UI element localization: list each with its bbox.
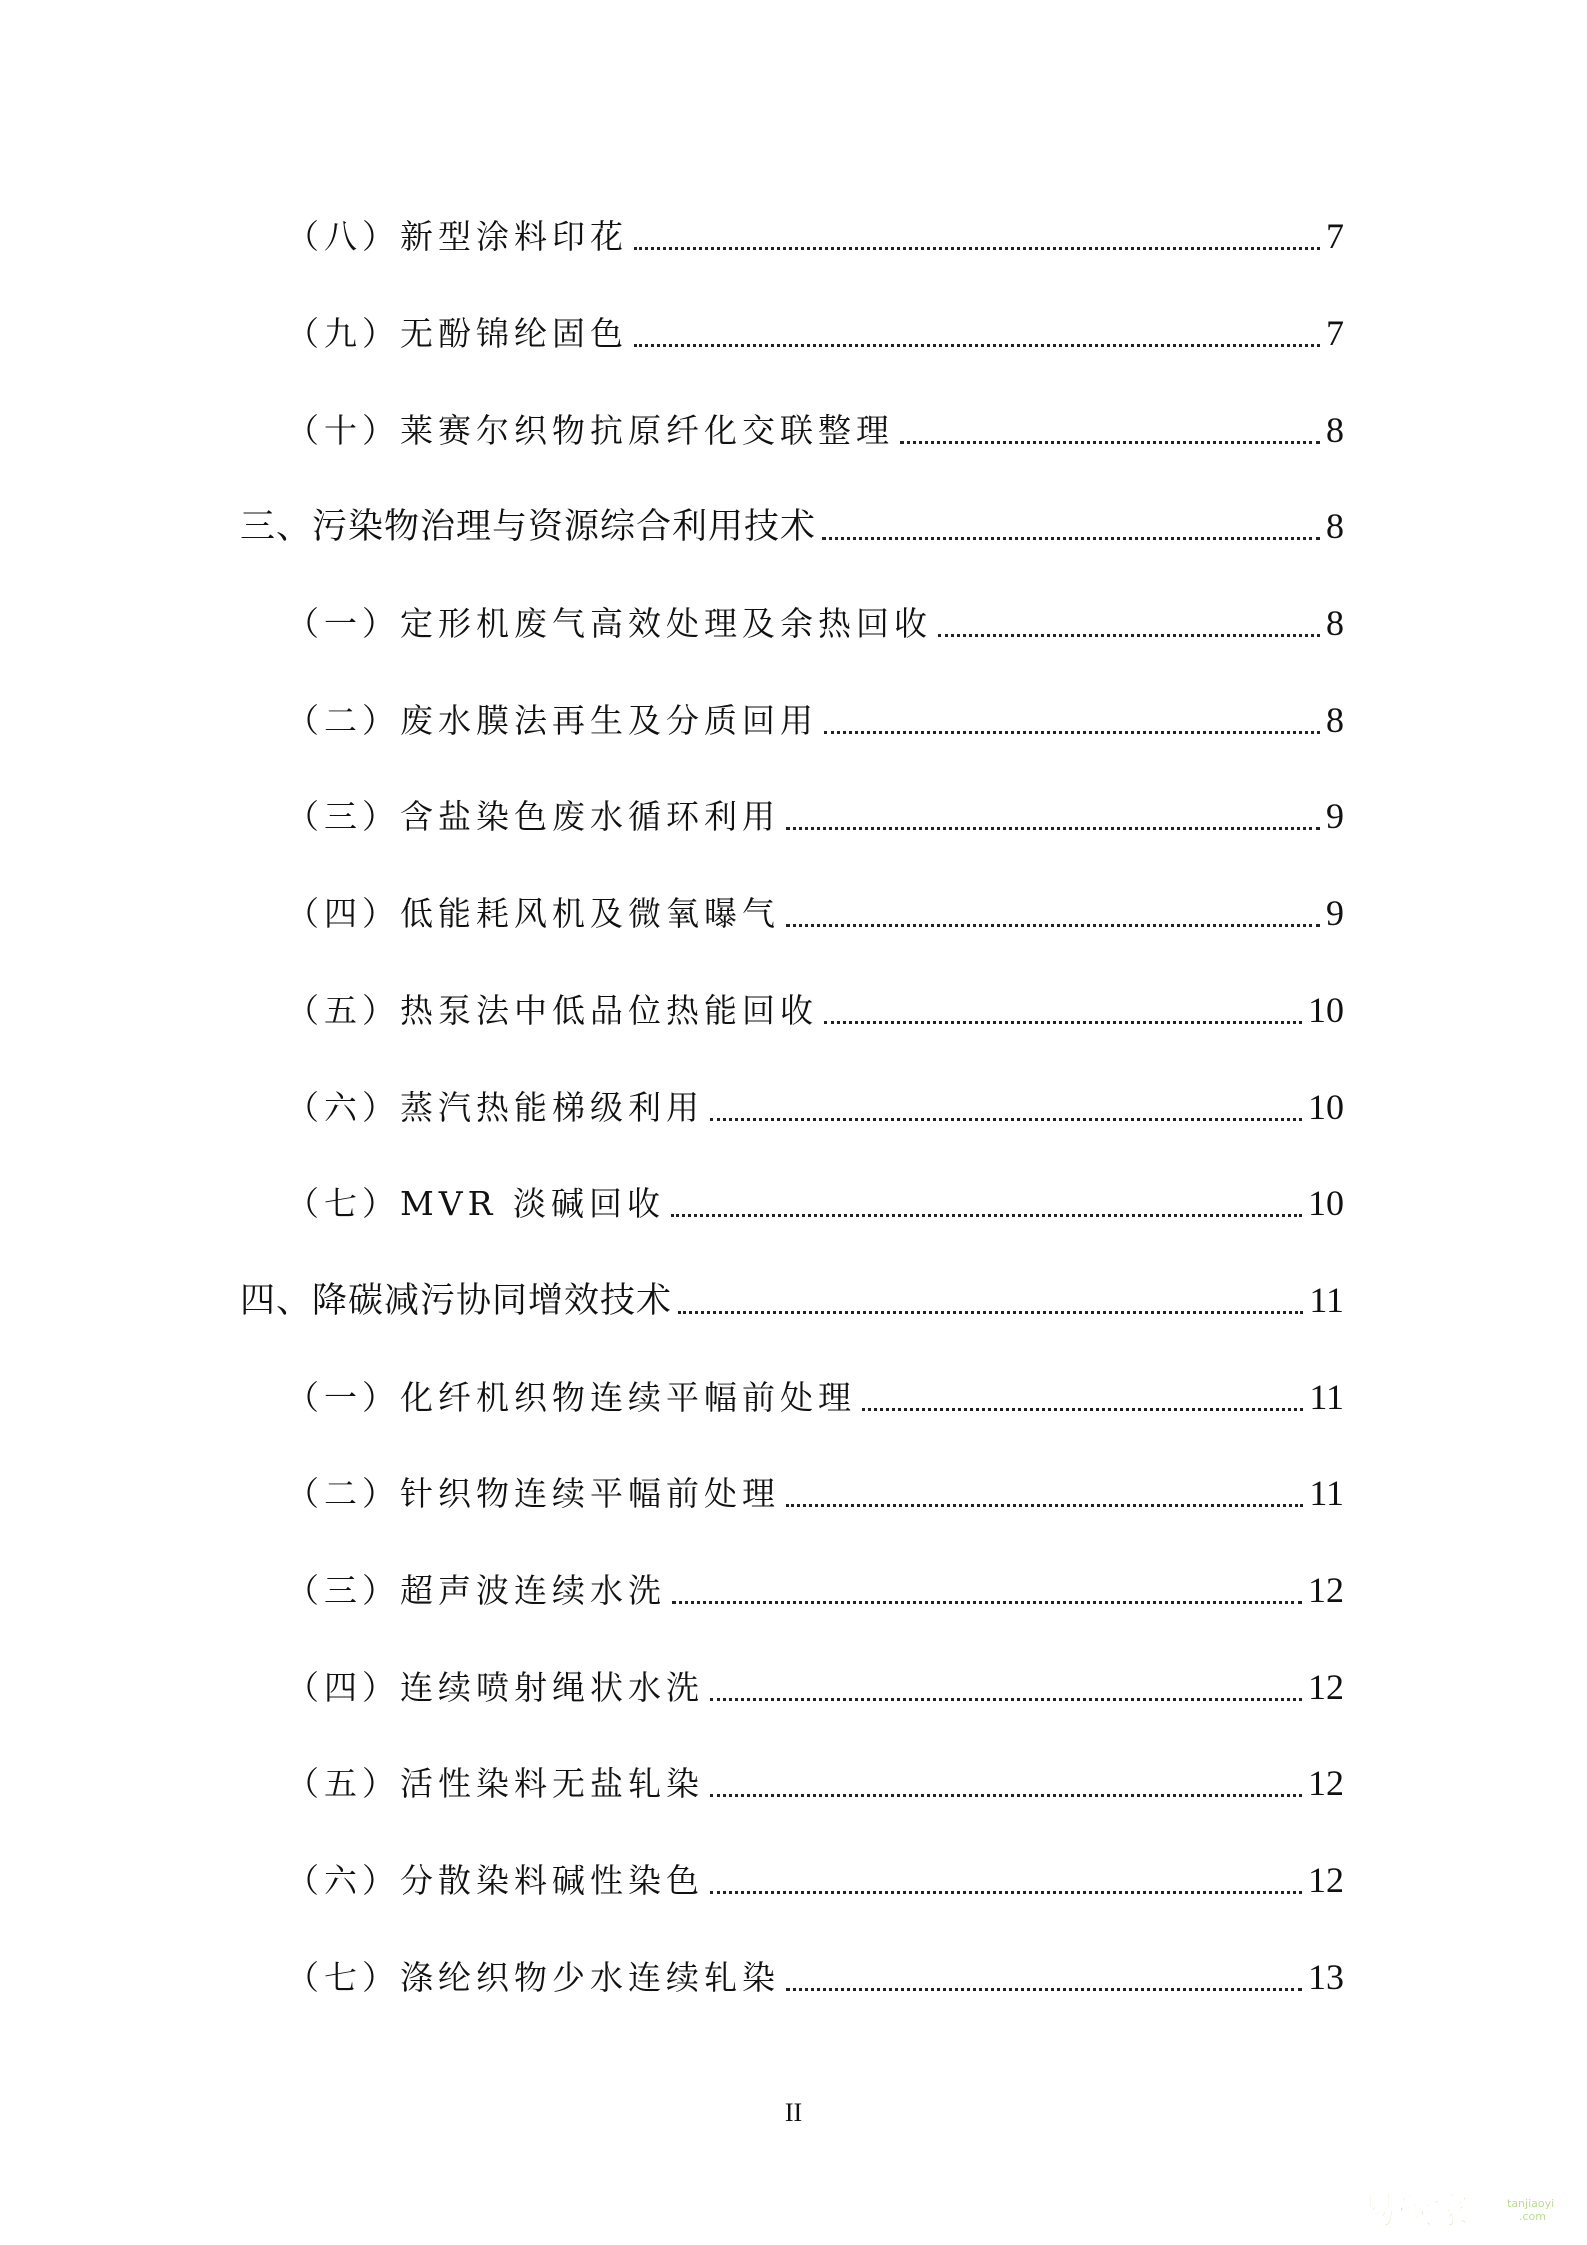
toc-entry-title: （十）莱赛尔织物抗原纤化交联整理 <box>286 411 894 450</box>
toc-leader-dots <box>671 1214 1302 1217</box>
toc-entry-title: （二）针织物连续平幅前处理 <box>286 1474 780 1513</box>
toc-entry-page: 8 <box>1326 700 1344 740</box>
toc-section-title: 三、污染物治理与资源综合利用技术 <box>240 507 817 547</box>
toc-entry-page: 9 <box>1326 893 1344 933</box>
toc-entry-title: （八）新型涂料印花 <box>286 217 628 256</box>
toc-entry-page: 11 <box>1309 1473 1344 1513</box>
toc-entry[interactable] <box>286 1657 1344 1717</box>
toc-entry-title: （四）低能耗风机及微氧曝气 <box>286 894 780 933</box>
toc-entry[interactable] <box>286 690 1344 750</box>
toc-entry[interactable] <box>286 1947 1344 2007</box>
svg-text:易碳家: 易碳家 <box>1361 2191 1470 2231</box>
toc-entry-page: 10 <box>1308 1183 1344 1223</box>
toc-entry-page: 9 <box>1326 796 1344 836</box>
svg-text:tanjiaoyi: tanjiaoyi <box>1507 2197 1555 2210</box>
toc-entry[interactable] <box>286 1753 1344 1813</box>
toc-entry-title: （三）超声波连续水洗 <box>286 1571 666 1610</box>
toc-leader-dots <box>710 1794 1302 1797</box>
toc-entry-page: 12 <box>1308 1860 1344 1900</box>
toc-entry[interactable] <box>286 1850 1344 1910</box>
toc-leader-dots <box>786 1988 1302 1991</box>
toc-entry-page: 8 <box>1326 410 1344 450</box>
toc-entry[interactable] <box>286 206 1344 266</box>
toc-entry-page: 13 <box>1308 1957 1344 1997</box>
toc-leader-dots <box>710 1118 1302 1121</box>
toc-entry-title: （三）含盐染色废水循环利用 <box>286 797 780 836</box>
toc-leader-dots <box>786 924 1320 927</box>
toc-entry-title: （一）化纤机织物连续平幅前处理 <box>286 1378 856 1417</box>
toc-leader-dots <box>786 827 1320 830</box>
toc-leader-dots <box>672 1601 1302 1604</box>
toc-leader-dots <box>938 634 1320 637</box>
toc-entry-title: （九）无酚锦纶固色 <box>286 314 628 353</box>
toc-section-entry[interactable] <box>240 496 1344 556</box>
toc-entry[interactable] <box>286 1077 1344 1137</box>
toc-entry-page: 11 <box>1309 1280 1344 1320</box>
toc-entry-page: 7 <box>1326 216 1344 256</box>
toc-entry[interactable] <box>286 1367 1344 1427</box>
toc-entry-title: （六）分散染料碱性染色 <box>286 1861 704 1900</box>
toc-leader-dots <box>710 1698 1302 1701</box>
toc-entry[interactable] <box>286 980 1344 1040</box>
toc-leader-dots <box>900 441 1320 444</box>
toc-section-title: 四、降碳减污协同增效技术 <box>240 1281 673 1321</box>
toc-entry-page: 8 <box>1326 506 1344 546</box>
toc-entry-page: 11 <box>1309 1377 1344 1417</box>
toc-entry[interactable] <box>286 786 1344 846</box>
toc-entry[interactable] <box>286 883 1344 943</box>
toc-entry-page: 7 <box>1326 313 1344 353</box>
toc-entry-title: （一）定形机废气高效处理及余热回收 <box>286 604 932 643</box>
toc-entry-page: 12 <box>1308 1667 1344 1707</box>
toc-leader-dots <box>862 1408 1303 1411</box>
toc-entry[interactable] <box>286 1173 1344 1233</box>
toc-leader-dots <box>786 1504 1303 1507</box>
toc-entry-title: （六）蒸汽热能梯级利用 <box>286 1088 704 1127</box>
watermark-logo <box>1359 2187 1559 2231</box>
toc-entry[interactable] <box>286 303 1344 363</box>
toc-section-entry[interactable] <box>240 1270 1344 1330</box>
toc-entry-page: 10 <box>1308 990 1344 1030</box>
page-number: II <box>784 2098 803 2127</box>
toc-entry-title: （七）MVR 淡碱回收 <box>286 1184 665 1223</box>
toc-leader-dots <box>678 1311 1303 1314</box>
toc-entry[interactable] <box>286 593 1344 653</box>
tanjiaoyi-logo-icon <box>1359 2187 1559 2231</box>
toc-entry-title: （四）连续喷射绳状水洗 <box>286 1668 704 1707</box>
toc-entry-title: （七）涤纶织物少水连续轧染 <box>286 1958 780 1997</box>
toc-leader-dots <box>824 1021 1302 1024</box>
toc-leader-dots <box>634 344 1320 347</box>
svg-text:.com: .com <box>1519 2210 1546 2223</box>
toc-entry-page: 10 <box>1308 1087 1344 1127</box>
toc-leader-dots <box>822 537 1320 540</box>
toc-entry-title: （五）活性染料无盐轧染 <box>286 1764 704 1803</box>
toc-entry[interactable] <box>286 1560 1344 1620</box>
toc-entry-title: （五）热泵法中低品位热能回收 <box>286 991 818 1030</box>
toc-entry[interactable] <box>286 400 1344 460</box>
toc-leader-dots <box>824 731 1320 734</box>
toc-entry-title: （二）废水膜法再生及分质回用 <box>286 701 818 740</box>
toc-entry[interactable] <box>286 1463 1344 1523</box>
toc-entry-page: 8 <box>1326 603 1344 643</box>
toc-entry-page: 12 <box>1308 1763 1344 1803</box>
toc-entry-page: 12 <box>1308 1570 1344 1610</box>
toc-leader-dots <box>710 1891 1302 1894</box>
toc-leader-dots <box>634 247 1320 250</box>
